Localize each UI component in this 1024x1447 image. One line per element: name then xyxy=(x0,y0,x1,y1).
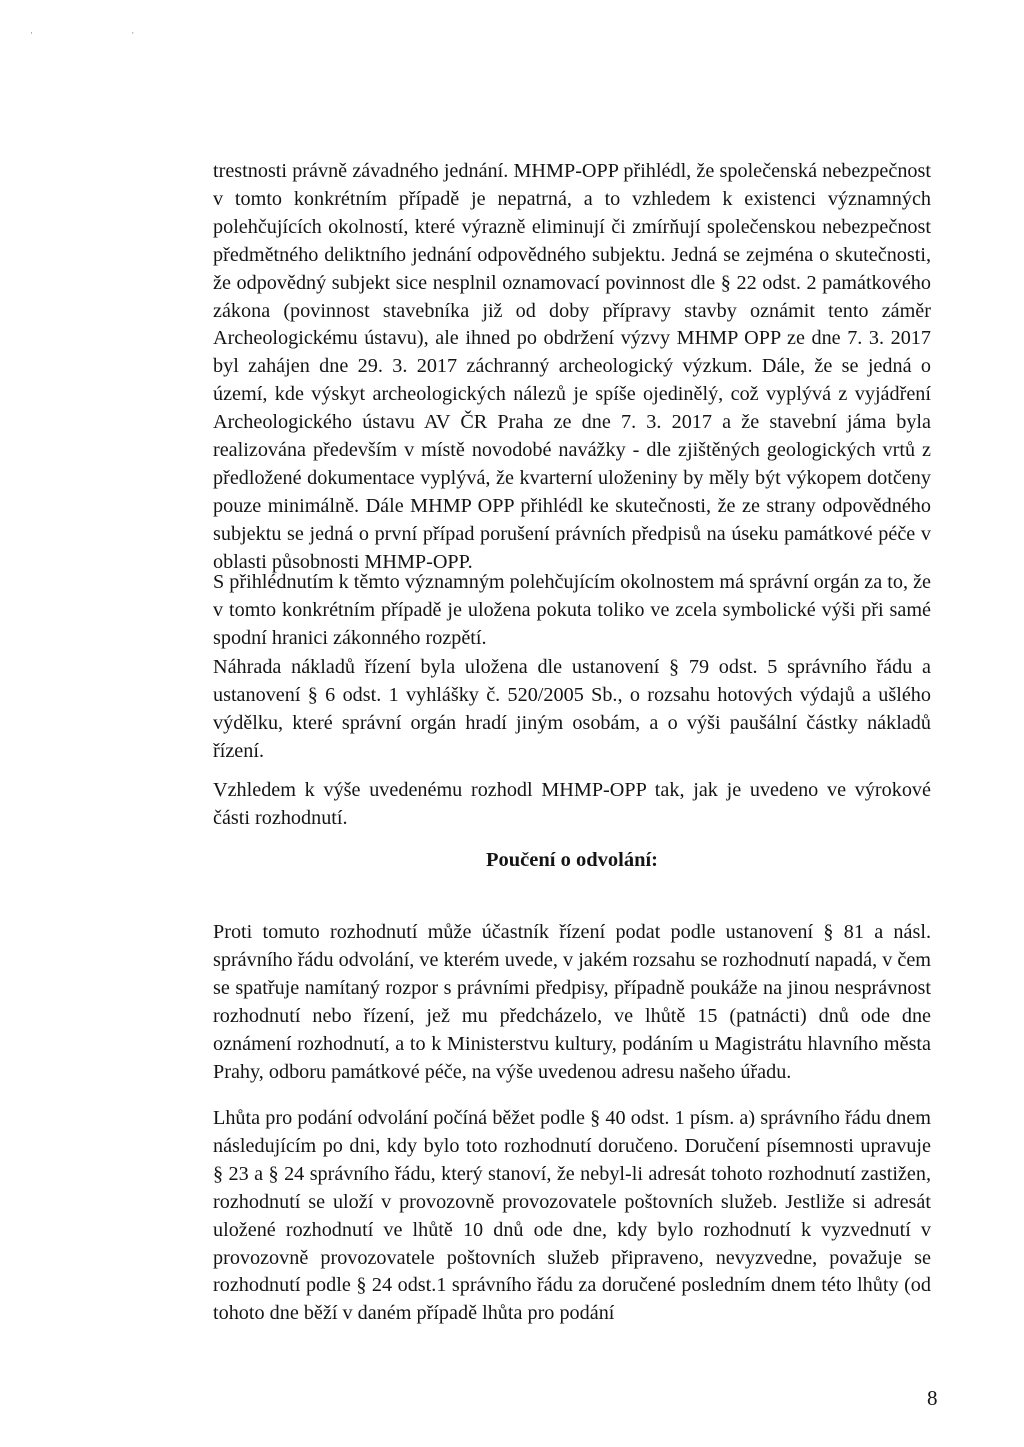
paragraph-text: Vzhledem k výše uvedenému rozhodl MHMP-OPP tak, jak je uvedeno ve výrokové části rozhodnutí. xyxy=(213,779,931,829)
paragraph-appeal-right xyxy=(213,919,931,1086)
section-heading-appeal-instructions: Poučení o odvolání: xyxy=(486,849,658,871)
paragraph-text: S přihlédnutím k těmto významným polehčujícím okolnostem má správní orgán za to, že v tomto konkrétním případě je uložena pokuta toliko ve zcela symbolické výši při samé spodní hranici zákonného rozpětí. xyxy=(213,571,931,649)
paragraph-procedure-costs xyxy=(213,654,931,766)
paragraph-symbolic-fine xyxy=(213,569,931,653)
paragraph-text: Lhůta pro podání odvolání počíná běžet podle § 40 odst. 1 písm. a) správního řádu dnem následujícím po dni, kdy bylo toto rozhodnutí doručeno. Doručení písemnosti upravuje § 23 a § 24 správního řádu, který stanoví, že nebyl-li adresát tohoto rozhodnutí zastižen, rozhodnutí se uloží v provozovně provozovatele poštovních služeb. Jestliže si adresát uložené rozhodnutí ve lhůtě 10 dnů ode dne, kdy bylo rozhodnutí k vyzvednutí v provozovně provozovatele poštovních služeb připraveno, nevyzvedne, považuje se rozhodnutí podle § 24 odst.1 správního řádu za doručené posledním dnem této lhůty (od tohoto dne běží v daném případě lhůta pro podání xyxy=(213,1107,931,1325)
scan-specks: · · xyxy=(30,28,183,38)
paragraph-text: trestnosti právně závadného jednání. MHMP-OPP přihlédl, že společenská nebezpečnost v tomto konkrétním případě je nepatrná, a to vzhledem k existenci významných polehčujících okolností, které výrazně eliminují či zmírňují společenskou nebezpečnost předmětného deliktního jednání odpovědného subjektu. Jedná se zejména o skutečnosti, že odpovědný subjekt sice nesplnil oznamovací povinnost dle § 22 odst. 2 památkového zákona (povinnost stavebníka již od doby přípravy stavby oznámit tento záměr Archeologickému ústavu), ale ihned po obdržení výzvy MHMP OPP ze dne 7. 3. 2017 byl zahájen dne 29. 3. 2017 záchranný archeologický výzkum. Dále, že se jedná o území, kde výskyt archeologických nálezů je spíše ojedinělý, což vyplývá z vyjádření Archeologického ústavu AV ČR Praha ze dne 7. 3. 2017 a že stavební jáma byla realizována především v místě novodobé navážky - dle zjištěných geologických vrtů z předložené dokumentace vyplývá, že kvarterní uloženiny by měly být výkopem dotčeny pouze minimálně. Dále MHMP OPP přihlédl ke skutečnosti, že ze strany odpovědného subjektu se jedná o první případ porušení právních předpisů na úseku památkové péče v oblasti působnosti MHMP-OPP. xyxy=(213,160,931,573)
paragraph-text: Náhrada nákladů řízení byla uložena dle ustanovení § 79 odst. 5 správního řádu a ustanovení § 6 odst. 1 vyhlášky č. 520/2005 Sb., o rozsahu hotových výdajů a ušlého výdělku, které správní orgán hradí jiným osobám, a o výši paušální částky nákladů řízení. xyxy=(213,656,931,762)
paragraph-appeal-deadline xyxy=(213,1105,931,1328)
paragraph-mitigating-circumstances xyxy=(213,158,931,577)
page-number: 8 xyxy=(927,1386,938,1410)
paragraph-text: Proti tomuto rozhodnutí může účastník řízení podat podle ustanovení § 81 a násl. správního řádu odvolání, ve kterém uvede, v jakém rozsahu se rozhodnutí napadá, v čem se spatřuje namítaný rozpor s právními předpisy, případně poukáže na jinou nesprávnost rozhodnutí nebo řízení, jež mu předcházelo, ve lhůtě 15 (patnácti) dnů ode dne oznámení rozhodnutí, a to k Ministerstvu kultury, podáním u Magistrátu hlavního města Prahy, odboru památkové péče, na výše uvedenou adresu našeho úřadu. xyxy=(213,921,931,1083)
paragraph-conclusion xyxy=(213,777,931,833)
